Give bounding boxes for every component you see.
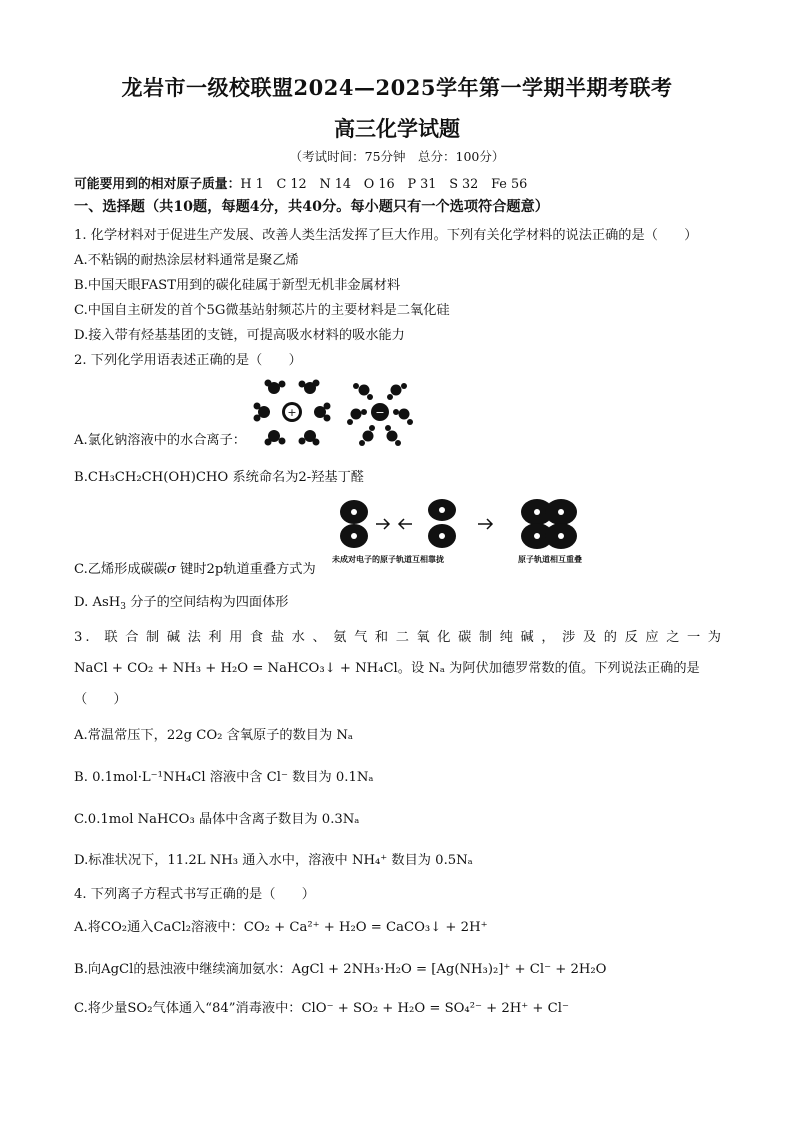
q4-stem: 4. 下列离子方程式书写正确的是（ ） xyxy=(74,887,315,902)
q4-option-a: A.将CO₂通入CaCl₂溶液中：CO₂ + Ca²⁺ + H₂O = CaCO₃↓ + 2H⁺ xyxy=(74,920,488,935)
q3-paren: （ ） xyxy=(74,692,127,707)
orbital-caption-approach: 未成对电子的原子轨道互相靠拢 xyxy=(332,555,444,564)
section-heading: 一、选择题（共10题，每题4分，共40分。每小题只有一个选项符合题意） xyxy=(74,199,549,215)
orbital-overlap xyxy=(521,499,577,549)
q4-option-c: C.将少量SO₂气体通入“84”消毒液中：ClO⁻ + SO₂ + H₂O = SO₄²⁻ + 2H⁺ + Cl⁻ xyxy=(74,1001,569,1016)
q1-option-a: A.不粘锅的耐热涂层材料通常是聚乙烯 xyxy=(74,253,299,268)
q3-stem-line2: NaCl + CO₂ + NH₃ + H₂O = NaHCO₃↓ + NH₄Cl。设 Nₐ 为阿伏加德罗常数的值。下列说法正确的是 xyxy=(74,661,700,676)
q3-option-c: C.0.1mol NaHCO₃ 晶体中含离子数目为 0.3Nₐ xyxy=(74,812,360,827)
q3-option-b: B. 0.1mol·L⁻¹NH₄Cl 溶液中含 Cl⁻ 数目为 0.1Nₐ xyxy=(74,770,374,785)
exam-info: （考试时间：75分钟 总分：100分） xyxy=(289,149,505,164)
q4-b-equation: AgCl + 2NH₃·H₂O = [Ag(NH₃)₂]⁺ + Cl⁻ + 2H₂O xyxy=(291,962,607,977)
q3-option-d: D.标准状况下，11.2L NH₃ 通入水中，溶液中 NH₄⁺ 数目为 0.5Nₐ xyxy=(74,853,473,868)
orbital-separate xyxy=(340,500,368,548)
q1-option-b: B.中国天眼FAST用到的碳化硅属于新型无机非金属材料 xyxy=(74,278,401,293)
p-orbital-overlap-figure xyxy=(332,496,614,572)
q1-stem: 1. 化学材料对于促进生产发展、改善人类生活发挥了巨大作用。下列有关化学材料的说法正确的是（ ） xyxy=(74,228,698,243)
exam-subtitle: 高三化学试题 xyxy=(334,116,460,141)
arrow-right xyxy=(478,519,492,529)
q4-c-equation: ClO⁻ + SO₂ + H₂O = SO₄²⁻ + 2H⁺ + Cl⁻ xyxy=(301,1001,569,1016)
hydrated-chloride-ion xyxy=(347,383,413,446)
q1-option-d: D.接入带有烃基基团的支链，可提高吸水材料的吸水能力 xyxy=(74,328,405,343)
q1-option-c: C.中国自主研发的首个5G微基站射频芯片的主要材料是二氧化硅 xyxy=(74,303,450,318)
sigma-symbol: σ xyxy=(166,562,176,577)
q3-stem-line1: 3. 联合制碱法利用食盐水、氨气和二氧化碳制纯碱，涉及的反应之一为 xyxy=(74,630,724,645)
q2-option-a: A.氯化钠溶液中的水合离子： xyxy=(74,433,246,448)
q2-option-c: C.乙烯形成碳碳σ 键时2p轨道重叠方式为 xyxy=(74,562,316,577)
q2-b-formula: CH₃CH₂CH(OH)CHO xyxy=(87,470,229,485)
q4-a-equation: CO₂ + Ca²⁺ + H₂O = CaCO₃↓ + 2H⁺ xyxy=(243,920,488,935)
q4-option-b: B.向AgCl的悬浊液中继续滴加氨水：AgCl + 2NH₃·H₂O = [Ag(NH₃)₂]⁺ + Cl⁻ + 2H₂O xyxy=(74,962,607,977)
orbital-caption-overlap: 原子轨道相互重叠 xyxy=(518,555,582,564)
atomic-masses-label: 可能要用到的相对原子质量： xyxy=(74,177,241,192)
svg-text:+: + xyxy=(287,406,297,419)
atomic-masses-values: H 1 C 12 N 14 O 16 P 31 S 32 Fe 56 xyxy=(240,177,528,192)
q2-option-d: D. AsH$_3$ 分子的空间结构为四面体形 xyxy=(74,595,289,612)
hydrated-ions-figure xyxy=(252,374,422,450)
q2-stem: 2. 下列化学用语表述正确的是（ ） xyxy=(74,353,302,368)
q3-equation: NaCl + CO₂ + NH₃ + H₂O = NaHCO₃↓ + NH₄Cl xyxy=(74,661,398,676)
q3-option-a: A.常温常压下，22g CO₂ 含氧原子的数目为 Nₐ xyxy=(74,728,353,743)
atomic-masses xyxy=(74,173,527,192)
q2-option-b: B.CH₃CH₂CH(OH)CHO 系统命名为2-羟基丁醛 xyxy=(74,470,364,485)
arrows-toward xyxy=(376,519,412,529)
hydrated-sodium-ion xyxy=(254,380,331,446)
exam-title: 龙岩市一级校联盟2024—2025学年第一学期半期考联考 xyxy=(121,75,673,100)
orbital-approach xyxy=(428,499,456,548)
svg-text:−: − xyxy=(375,406,385,419)
